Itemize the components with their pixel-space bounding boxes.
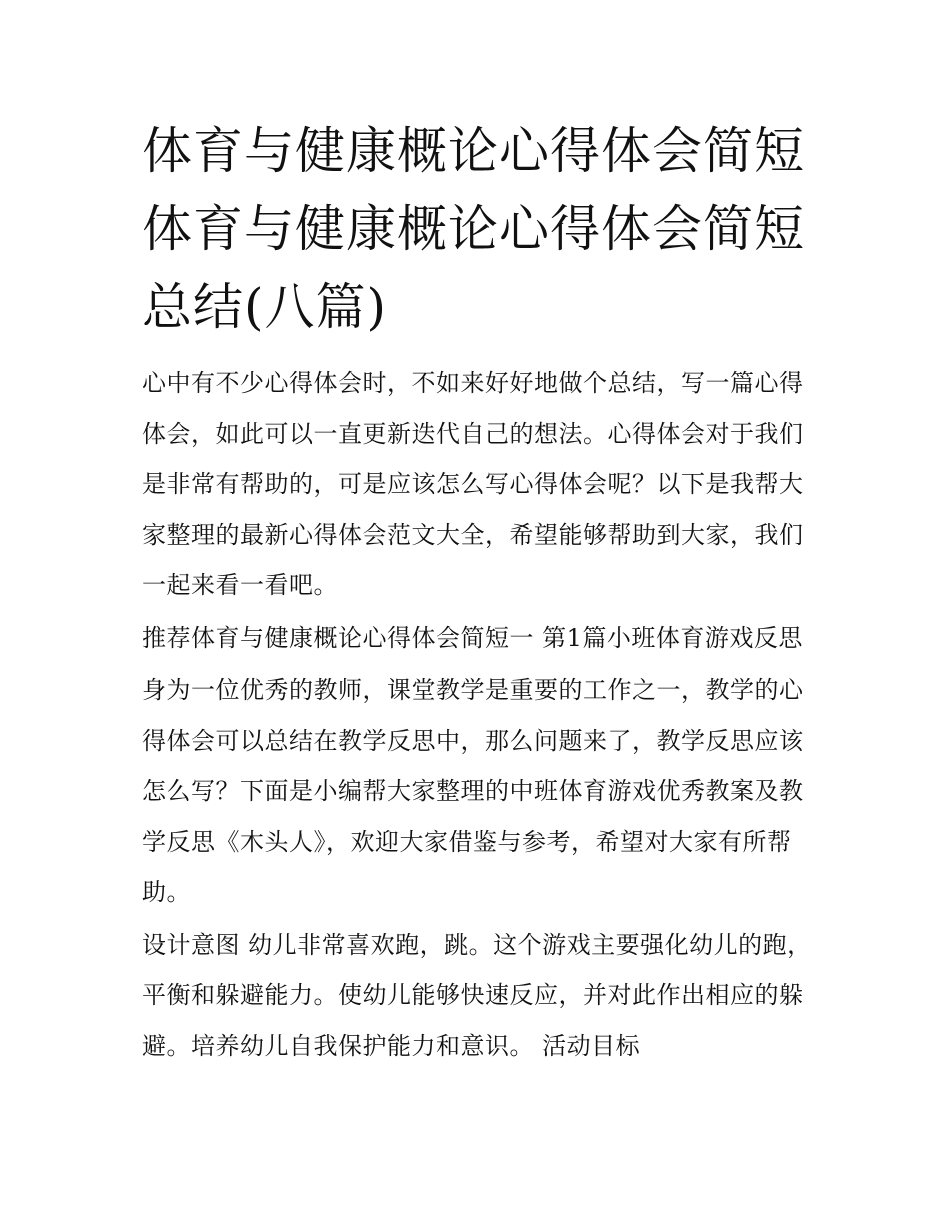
section-heading: 推荐体育与健康概论心得体会简短一 第1篇小班体育游戏反思 (142, 623, 803, 652)
document-body (142, 358, 814, 1071)
intro-paragraph: 心中有不少心得体会时，不如来好好地做个总结，写一篇心得体会，如此可以一直更新迭代自己的想法。心得体会对于我们是非常有帮助的，可是应该怎么写心得体会呢？以下是我帮大家整理的最新心得体会范文大全，希望能够帮助到大家，我们一起来看一看吧。 (142, 369, 804, 599)
title-line: 体育与健康概论心得体会简短 (142, 122, 805, 180)
body-paragraph: 身为一位优秀的教师，课堂教学是重要的工作之一，教学的心得体会可以总结在教学反思中，那么问题来了，教学反思应该怎么写？下面是小编帮大家整理的中班体育游戏优秀教案及教学反思《木头人》，欢迎大家借鉴与参考，希望对大家有所帮助。 (142, 676, 804, 906)
title-line: 体育与健康概论心得体会简短 (142, 200, 805, 258)
document-page (142, 112, 814, 1071)
title-line: 总结(八篇) (142, 278, 388, 336)
body-paragraph: 设计意图 幼儿非常喜欢跑，跳。这个游戏主要强化幼儿的跑，平衡和躲避能力。使幼儿能够快速反应，并对此作出相应的躲避。培养幼儿自我保护能力和意识。 活动目标 (142, 930, 812, 1060)
document-title (142, 112, 814, 346)
